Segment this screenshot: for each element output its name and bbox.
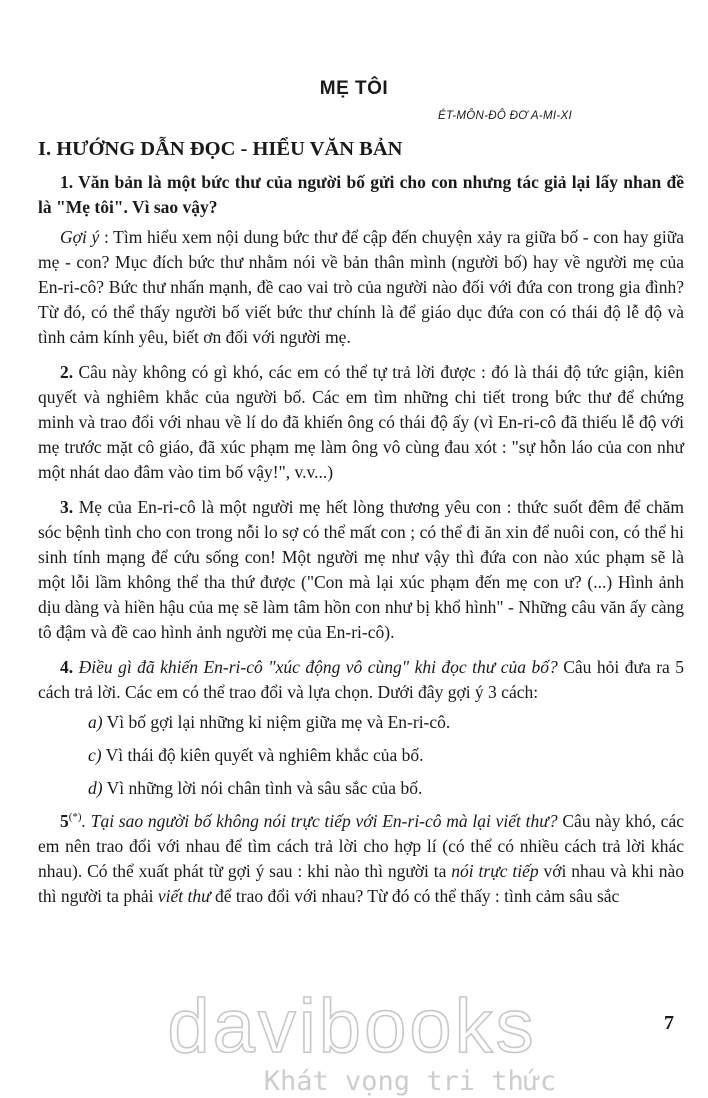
answer-5-emphasis-2: viết thư — [157, 886, 211, 906]
question-5-text: . Tại sao người bố không nói trực tiếp với En-ri-cô mà lại viết thư? — [81, 811, 558, 831]
answer-5-text-2: với nhau và khi nào thì người ta phải — [38, 861, 684, 906]
question-5-marker: (*) — [68, 811, 82, 824]
hint-paragraph — [38, 225, 684, 350]
page-number: 7 — [664, 1012, 674, 1034]
question-2-number: 2. — [60, 362, 74, 382]
option-item — [38, 710, 684, 735]
question-5-number: 5 — [60, 811, 69, 831]
answer-5-emphasis-1: nói trực tiếp — [451, 861, 539, 881]
question-4-text: Điều gì đã khiến En-ri-cô "xúc động vô cùng" khi đọc thư của bố? — [73, 657, 558, 677]
option-item — [38, 743, 684, 768]
hint-label: Gợi ý — [60, 227, 100, 247]
document-title: MẸ TÔI — [319, 78, 389, 99]
watermark — [0, 990, 708, 1098]
answer-4-text: Câu hỏi đưa ra 5 cách trả lời. Các em có thể trao đổi và lựa chọn. Dưới đây gợi ý 3 cách: — [38, 657, 684, 702]
hint-text: : Tìm hiểu xem nội dung bức thư để cập đến chuyện xảy ra giữa bố - con hay giữa mẹ - con? Mục đích bức thư nhằm nói về bản thân mình (người bố) hay về người mẹ của En-ri-cô? Bức thư nhấn mạnh, đề cao vai trò của người nào đối với đứa con trong gia đình? Từ đó, có thể thấy người bố viết bức thư chính là để giáo dục đứa con có thái độ lễ độ và tình cảm kính yêu, biết ơn đối với người mẹ. — [38, 227, 684, 347]
answer-2-text: Câu này không có gì khó, các em có thể tự trả lời được : đó là thái độ tức giận, kiên quyết và nghiêm khắc của người bố. Các em tìm những chi tiết trong bức thư để chứng minh và trao đổi với nhau về lí do đã khiến ông có thái độ ấy (vì En-ri-cô đã thiếu lễ độ với mẹ trước mặt cô giáo, đã xúc phạm mẹ làm ông vô cùng đau xót : "sự hỗn láo của con như một nhát dao đâm vào tim bố vậy!", v.v...) — [38, 362, 684, 482]
section-heading: I. HƯỚNG DẪN ĐỌC - HIỂU VĂN BẢN — [38, 138, 403, 160]
option-letter: d) — [88, 778, 103, 798]
document-body — [38, 170, 684, 919]
question-3-number: 3. — [60, 497, 74, 517]
answer-3 — [38, 495, 684, 645]
option-text: Vì những lời nói chân tình và sâu sắc của bố. — [102, 778, 423, 798]
answer-4 — [38, 655, 684, 705]
watermark-brand: davibooks — [167, 990, 537, 1069]
question-4-number: 4. — [60, 657, 74, 677]
answer-5 — [38, 809, 684, 909]
author-name: ÉT-MÔN-ĐÔ ĐƠ A-MI-XI — [438, 110, 572, 122]
question-1: 1. Văn bản là một bức thư của người bố gửi cho con nhưng tác giả lại lấy nhan đề là "Mẹ tôi". Vì sao vậy? — [38, 172, 684, 217]
answer-3-text: Mẹ của En-ri-cô là một người mẹ hết lòng thương yêu con : thức suốt đêm để chăm sóc bệnh tình cho con trong nỗi lo sợ có thể mất con ; có thể đi ăn xin để nuôi con, có thể hi sinh tính mạng để cứu sống con! Một người mẹ như vậy thì đứa con nào xúc phạm sẽ là một lỗi lầm không thể tha thứ được ("Con mà lại xúc phạm đến mẹ con ư? (...) Hình ảnh dịu dàng và hiền hậu của mẹ sẽ làm tâm hồn con như bị khổ hình" - Những câu văn ấy càng tô đậm và đề cao hình ảnh người mẹ của En-ri-cô). — [38, 497, 684, 642]
answer-5-text-3: để trao đổi với nhau? Từ đó có thể thấy : tình cảm sâu sắc — [210, 886, 620, 906]
answer-2 — [38, 360, 684, 485]
option-item — [38, 776, 684, 801]
answer-5-text-1: Câu này khó, các em nên trao đổi với nhau để tìm cách trả lời cho hợp lí (có thể có nhiều cách trả lời khác nhau). Có thể xuất phát từ gợi ý sau : khi nào thì người ta — [38, 811, 684, 881]
option-text: Vì bố gợi lại những kỉ niệm giữa mẹ và En-ri-cô. — [102, 712, 451, 732]
option-letter: a) — [88, 712, 103, 732]
option-text: Vì thái độ kiên quyết và nghiêm khắc của bố. — [101, 745, 424, 765]
watermark-slogan: Khát vọng tri thức — [263, 1066, 557, 1097]
option-letter: c) — [88, 745, 102, 765]
